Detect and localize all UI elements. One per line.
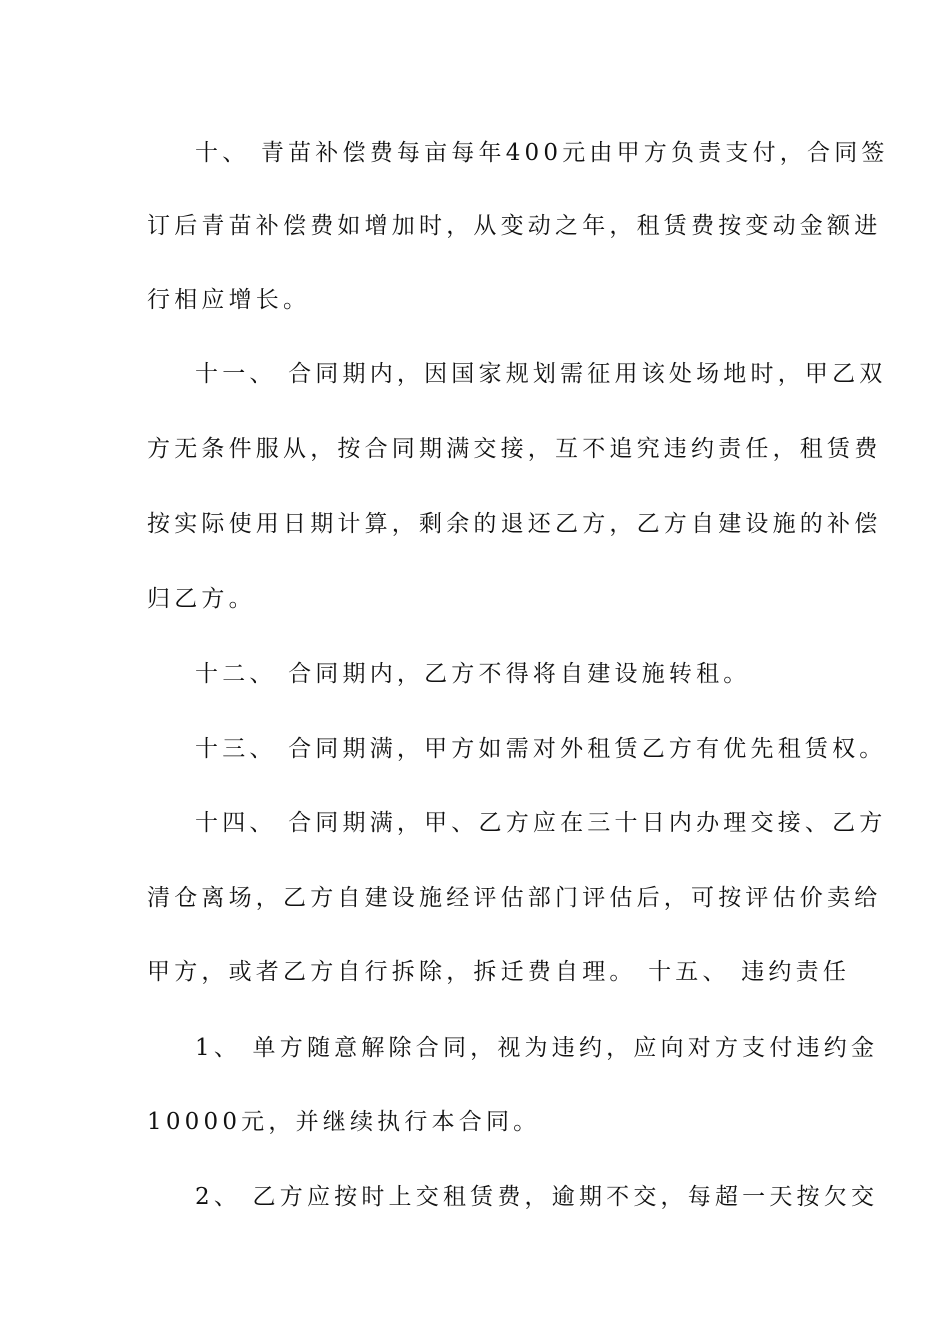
clause-14-line-1: 十四、 合同期满，甲、乙方应在三十日内办理交接、乙方 [195,810,887,836]
clause-11-line-3: 按实际使用日期计算，剩余的退还乙方，乙方自建设施的补偿 [147,511,882,537]
clause-10-line-3: 行相应增长。 [147,287,311,313]
breach-item-1-line-1: 1、 单方随意解除合同，视为违约，应向对方支付违约金 [195,1035,879,1061]
clause-14-15-line-3: 甲方，或者乙方自行拆除，拆迁费自理。 十五、 违约责任 [147,959,851,985]
breach-item-1-line-2: 10000元，并继续执行本合同。 [147,1109,541,1135]
breach-item-2-line-1: 2、 乙方应按时上交租赁费，逾期不交，每超一天按欠交 [195,1184,879,1210]
clause-14-line-2: 清仓离场，乙方自建设施经评估部门评估后，可按评估价卖给 [147,885,882,911]
clause-11-line-2: 方无条件服从，按合同期满交接，互不追究违约责任，租赁费 [147,436,882,462]
clause-13-line-1: 十三、 合同期满，甲方如需对外租赁乙方有优先租赁权。 [195,736,887,762]
clause-10-line-2: 订后青苗补偿费如增加时，从变动之年，租赁费按变动金额进 [147,213,882,239]
clause-11-line-4: 归乙方。 [147,586,256,612]
clause-12-line-1: 十二、 合同期内，乙方不得将自建设施转租。 [195,661,751,687]
clause-10-line-1: 十、 青苗补偿费每亩每年400元由甲方负责支付，合同签 [195,140,889,166]
clause-11-line-1: 十一、 合同期内，因国家规划需征用该处场地时，甲乙双 [195,361,887,387]
